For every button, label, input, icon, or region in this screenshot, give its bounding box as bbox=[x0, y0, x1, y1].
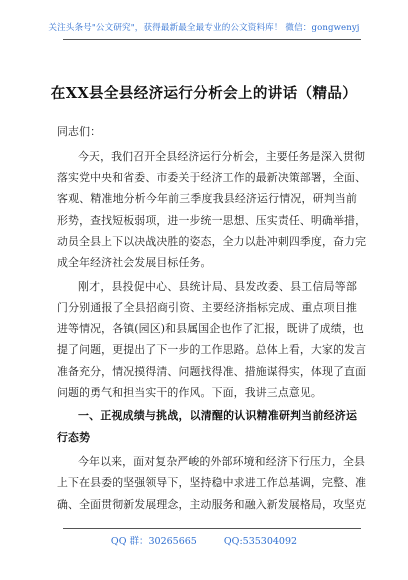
body-line: 上下在县委的坚强领导下，坚持稳中求进工作总基调，完整、准 bbox=[57, 476, 367, 489]
section-heading-cont: 行态势 bbox=[57, 431, 91, 444]
footer-qq-group: QQ 群：30265665 bbox=[110, 536, 197, 547]
footer bbox=[0, 533, 408, 547]
body-line: 准备充分，情况摸得清、问题找得准、措施谋得实，体现了直面 bbox=[57, 365, 367, 378]
salutation: 同志们： bbox=[57, 125, 102, 138]
body-line: 门分别通报了全县招商引资、主要经济指标完成、重点项目推 bbox=[57, 301, 357, 314]
footer-qq-contact: QQ:535304092 bbox=[223, 536, 298, 547]
body-line: 成全年经济社会发展目标任务。 bbox=[57, 256, 212, 269]
footer-divider bbox=[63, 528, 361, 529]
body-line: 问题的勇气和担当实干的作风。下面，我讲三点意见。 bbox=[57, 386, 322, 399]
body-line: 提了问题，更提出了下一步的工作思路。总体上看，大家的发言 bbox=[57, 343, 367, 356]
body-line: 进等情况，各镇(园区)和县属国企也作了汇报，既讲了成绩，也 bbox=[57, 322, 364, 335]
body-line: 今年以来，面对复杂严峻的外部环境和经济下行压力，全县 bbox=[78, 455, 366, 468]
body-line: 落实党中央和省委、市委关于经济工作的最新决策部署，全面、 bbox=[57, 171, 367, 184]
body-line: 客观、精准地分析今年前三季度我县经济运行情况，研判当前 bbox=[57, 192, 357, 205]
body-line: 今天，我们召开全县经济运行分析会，主要任务是深入贯彻 bbox=[78, 150, 366, 163]
header-banner: 关注头条号"公文研究"，获得最新最全最专业的公文资料库！ 微信：gongwenyj bbox=[48, 23, 360, 33]
page-title: 在XX县全县经济运行分析会上的讲话（精品） bbox=[50, 85, 358, 102]
body-line: 形势，查找短板弱项，进一步统一思想、压实责任、明确举措， bbox=[57, 214, 367, 227]
body-line: 刚才，县投促中心、县统计局、县发改委、县工信局等部 bbox=[78, 280, 357, 293]
body-line: 动员全县上下以决战决胜的姿态，全力以赴冲刺四季度，奋力完 bbox=[57, 235, 367, 248]
section-heading: 一、正视成绩与挑战，以清醒的认识精准研判当前经济运 bbox=[78, 409, 357, 422]
body-line: 确、全面贯彻新发展理念，主动服务和融入新发展格局，攻坚克 bbox=[57, 498, 367, 511]
